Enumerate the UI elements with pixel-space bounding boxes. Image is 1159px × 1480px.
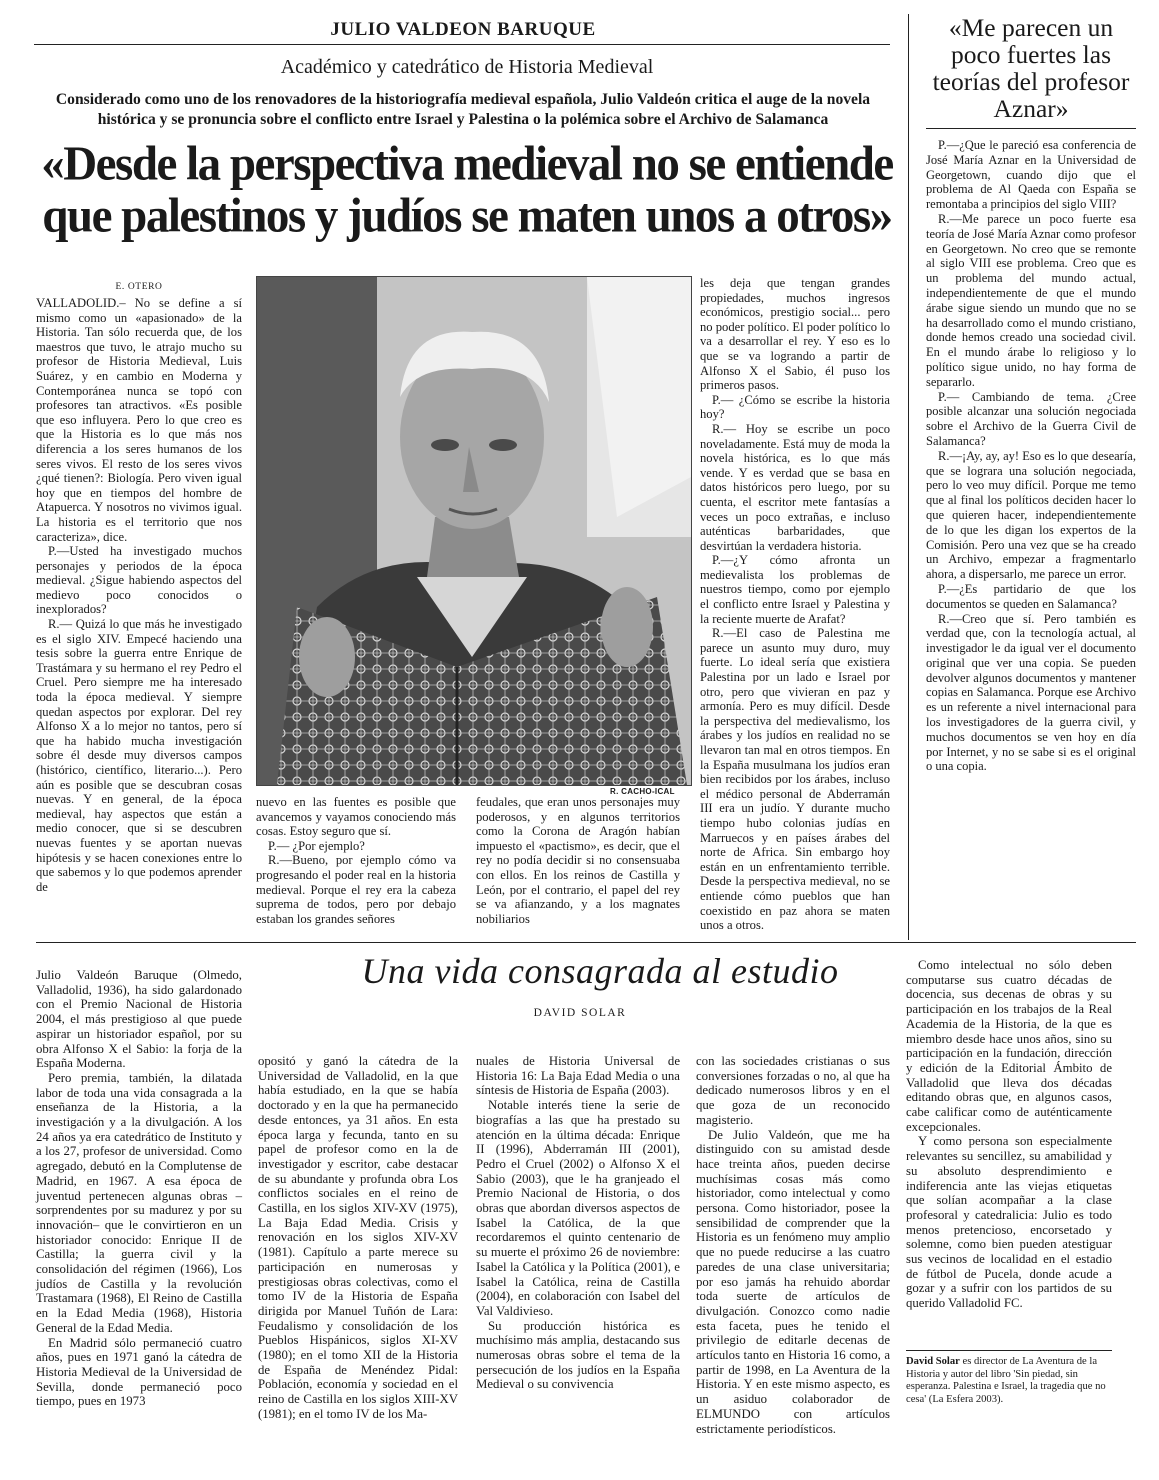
photo-credit: R. CACHO-ICAL — [610, 787, 675, 796]
section-divider — [36, 942, 1136, 943]
interview-paragraph: R.—Bueno, por ejemplo cómo va progresando el poder real en la historia medieval. Porque el rey era la cabeza suprema de todos, pero por debajo estaban los grandes señores — [256, 853, 456, 926]
portrait-photo — [256, 276, 692, 786]
profile-column-4 — [696, 1054, 890, 1436]
profile-paragraph: Su producción histórica es muchísimo más amplia, destacando sus numerosas obras sobre el tema de la persecución de los judíos en la España Medieval o su convivencia — [476, 1318, 680, 1392]
profile-paragraph: opositó y ganó la cátedra de la Universidad de Valladolid, en la que había estudiado, en la que se había doctorado y en la que ha permanecido desde entonces, ya 31 años. En esta época larga y fecunda, tanto en su papel de profesor como en la de investigador y escritor, cabe destacar de su abundante y profunda obra Los conflictos sociales en el reino de Castilla, en los siglos XIV-XV (1975), La Baja Edad Media. Crisis y renovación en los siglos XIV-XV (1981). Capítulo a parte merece su participación en numerosas y prestigiosas obras colectivas, como el tomo IV de la Historia de España dirigida por Manuel Tuñón de Lara: Feudalismo y consolidación de los Pueblos Hispánicos, siglos XI-XV (1980); en el tomo XII de la Historia de España de Menéndez Pidal: Población, economía y sociedad en el reino de Castilla en los siglos XIII-XV (1981); en el tomo IV de los Ma- — [258, 1054, 458, 1421]
author-name: JULIO VALDEON BARUQUE — [330, 19, 596, 40]
interview-paragraph: P.—¿Y cómo afronta un medievalista los problemas de nuestros tiempo, como por ejemplo el conflicto entre Israel y Palestina y la reciente muerte de Arafat? — [700, 553, 890, 626]
profile-column-5 — [906, 958, 1112, 1311]
interview-column-3 — [476, 795, 680, 926]
interview-paragraph: feudales, que eran unos personajes muy poderosos, y en algunos territorios como la Corona de Aragón habían impuesto el «pactismo», es decir, que el rey no podía decidir si no consensuaba con ellos. En los reinos de Castilla y León, por el contrario, el papel del rey se va afianzando, y a los magnates nobiliarios — [476, 795, 680, 926]
interview-paragraph: P.— ¿Por ejemplo? — [268, 838, 365, 853]
page-headline: «Desde la perspectiva medieval no se entiende que palestinos y judíos se maten unos a otros» — [41, 136, 893, 244]
profile-paragraph: Pero premia, también, la dilatada labor de toda una vida consagrada a la enseñanza de la Historia, a la investigación y a la divulgación. A los 24 años ya era catedrático de Instituto y a los 27, profesor de universidad. Como agregado, debutó en la Complutense de Madrid, en 1967. A esa época de juventud pertenecen algunas obras –sorprendentes por su madurez y por su innovación– que le convirtieron en un historiador conocido: Enrique II de Castilla; la guerra civil y la consolidación del régimen (1966), Los judíos de Castilla y la revolución Trastamara (1968), El Reino de Castilla en la Edad Media (1968), Historia General de la Edad Media. — [36, 1070, 242, 1335]
sidebar-rule — [926, 128, 1136, 129]
lead-paragraph: Considerado como uno de los renovadores de la historiografía medieval española, Julio Valdeón critica el auge de la novela histórica y se pronuncia sobre el conflicto entre Israel y Palestina o la polémica sobre el Archivo de Salamanca — [55, 91, 871, 128]
profile-paragraph: En Madrid sólo permaneció cuatro años, pues en 1971 ganó la cátedra de Historia Medieval de la Universidad de Sevilla, donde permaneció poco tiempo, pues en 1973 — [36, 1335, 242, 1409]
profile-paragraph: nuales de Historia Universal de Historia 16: La Baja Edad Media o una síntesis de Historia de España (2003). — [476, 1054, 680, 1098]
interview-paragraph: R.—El caso de Palestina me parece un asunto muy duro, muy fuerte. Lo ideal sería que existiera Palestina por un lado e Israel por otro, pero que vivieran en paz y armonía. Pero es muy difícil. Desde la perspectiva del medievalismo, los árabes y los judíos en realidad no se llevaron tan mal en otros tiempos. En la España musulmana los judíos eran bien recibidos por los árabes, incluso el médico personal de Abderramán III era un judío. Y durante mucho tiempo hubo colonias judías en Marruecos y en países árabes del norte de Africa. Sin embargo hoy están en un enfrentamiento terrible. Desde la perspectiva medieval, no se entiende cómo pueblos que han coexistido en paz ahora se maten unos a otros. — [700, 626, 890, 933]
interview-byline: E. OTERO — [115, 282, 163, 292]
profile-title: Una vida consagrada al estudio — [361, 951, 839, 991]
interview-paragraph: P.— ¿Cómo se escribe la historia hoy? — [700, 392, 890, 422]
author-role: Académico y catedrático de Historia Medieval — [280, 56, 654, 78]
profile-paragraph: Notable interés tiene la serie de biografías a las que ha prestado su atención en la última década: Enrique II (1996), Abderramán III (2001), Pedro el Cruel (2002) o Alfonso X el Sabio (2003), que le ha granjeado el Premio Nacional de Historia, o dos obras que abordan diversos aspectos de Isabel la Católica, de la que recordaremos el quinto centenario de su muerte el próximo 26 de noviembre: Isabel la Católica y la Política (2001), e Isabel la Católica, reina de Castilla (2004), en colaboración con Isabel del Val Valdivieso. — [476, 1098, 680, 1318]
profile-column-3 — [476, 1054, 680, 1392]
column-divider-vertical — [908, 14, 909, 940]
interview-paragraph: nuevo en las fuentes es posible que avancemos y vayamos conociendo más cosas. Estoy seguro que sí. — [256, 795, 456, 839]
bio-rule — [906, 1350, 1112, 1351]
interview-column-4 — [700, 276, 890, 933]
top-rule — [34, 44, 890, 45]
sidebar-paragraph: R.—¡Ay, ay, ay! Eso es lo que desearía, que se lograra una solución negociada, pero lo veo muy difícil. Porque me temo que al final los políticos deciden hacer lo que quieren hacer, independientemente de lo que les digan los expertos de la Comisión. Pero una vez que se ha creado un Archivo, empezar a fragmentarlo ahora, a dispersarlo, me parece un error. — [926, 448, 1136, 582]
interview-paragraph: P.—Usted ha investigado muchos personajes y periodos de la época medieval. ¿Sigue habiendo aspectos del medievo poco conocidos o inexplorados? — [36, 544, 242, 617]
sidebar-paragraph: R.—Creo que sí. Pero también es verdad que, con la tecnología actual, al investigador le da igual ver el documento original que ver una copia. Se pueden devolver algunos documentos y mantener copias en Salamanca. Porque ese Archivo es un referente a nivel internacional para los investigadores de la guerra civil, y muchos documentos se ven hoy en día por Internet, y no se sabe si es el original o una copia. — [926, 611, 1136, 774]
interview-paragraph: R.— Hoy se escribe un poco noveladamente. Está muy de moda la novela histórica, es lo que más vende. Y es verdad que se basa en datos históricos pero luego, por su cuenta, el escritor mete fantasías a veces un poco extrañas, e incluso auténticas barbaridades, que desvirtúan la verdadera historia. — [700, 421, 890, 553]
interview-paragraph: VALLADOLID.– No se define a sí mismo como un «apasionado» de la Historia. Tan sólo recuerda que, de los maestros que tuvo, le atrajo mucho su profesor de Historia Medieval, Luis Suárez, y en cambio en Moderna y Contemporánea nunca se topó con profesores tan atractivos. «Es posible que eso influyera. Pero lo que creo es que la Historia es lo que más nos diferencia a los seres humanos de los seres vivos. El resto de los seres vivos ¿qué tienen?: Biología. Pero viven igual hoy que en tiempos del hombre de Atapuerca. Y nosotros no vivimos igual. La historia es el territorio que nos caracteriza», dice. — [36, 296, 242, 544]
interview-paragraph: R.— Quizá lo que más he investigado es el siglo XIV. Empecé haciendo una tesis sobre la guerra entre Enrique de Trastámara y su hermano el rey Pedro el Cruel. Pero siempre me ha interesado toda la época medieval. Y siempre quedan aspectos por explorar. Del rey Alfonso X a lo mejor no tantos, pero sí que ha habido mucha investigación sobre él desde muy diversos campos (histórico, científico, literario...). Pero aún es posible que se descubran cosas nuevas. Y en general, de la época medieval, hay aspectos que están a medio conocer, que si se descubren nuevas fuentes y se aportan nuevas hipótesis y se hacen conexiones entre lo que sabemos y lo que podemos aprender de — [36, 617, 242, 894]
profile-paragraph: Julio Valdeón Baruque (Olmedo, Valladolid, 1936), ha sido galardonado con el Premio Nacional de Historia 2004, el más prestigioso al que puede aspirar un historiador español, por su obra Alfonso X el Sabio: la forja de la España Moderna. — [36, 968, 242, 1071]
interview-column-2 — [256, 795, 456, 926]
bio-text: es director de La Aventura de la Historia y autor del libro 'Sin piedad, sin esperanza. Palestina e Israel, la tragedia que no cesa' (La Esfera 2003). — [906, 1356, 1106, 1405]
sidebar-title: «Me parecen un poco fuertes las teorías del profesor Aznar» — [932, 13, 1130, 123]
author-bio — [906, 1356, 1112, 1406]
profile-paragraph: De Julio Valdeón, que me ha distinguido con su amistad desde hace treinta años, pueden decirse muchísimas cosas más como historiador, como intelectual y como persona. Como historiador, posee la sensibilidad de comprender que la Historia es un fenómeno muy amplio que no puede reducirse a las cuatro paredes de una clase universitaria; por eso jamás ha rehuido abordar toda suerte de artículos de divulgación. Conozco como nadie esta faceta, pues he tenido el privilegio de editarle decenas de artículos tanto en Historia 16 como, a partir de 1998, en La Aventura de la Historia. Y en este mismo aspecto, es un asiduo colaborador de ELMUNDO con artículos estrictamente periodísticos. — [696, 1127, 890, 1436]
sidebar-paragraph: P.— Cambiando de tema. ¿Cree posible alcanzar una solución negociada sobre el Archivo de la Guerra Civil de Salamanca? — [926, 389, 1136, 448]
sidebar-paragraph: P.—¿Que le pareció esa conferencia de José María Aznar en la Universidad de Georgetown, cuando dijo que el problema de Al Qaeda con España se remontaba a principios del siglo VIII? — [926, 138, 1136, 212]
profile-byline: DAVID SOLAR — [533, 1007, 627, 1019]
bio-name: David Solar — [906, 1356, 960, 1367]
interview-paragraph: les deja que tengan grandes propiedades, muchos ingresos económicos, prestigio social... pero no poder político. El poder político lo va a desarrollar el rey. Y eso es lo que se va logrando a partir de Alfonso X el Sabio, él puso los primeros pasos. — [700, 276, 890, 393]
profile-paragraph: con las sociedades cristianas o sus conversiones forzadas o no, al que ha dedicado numerosos libros y en el que goza de un reconocido magisterio. — [696, 1054, 890, 1127]
profile-column-2 — [258, 1054, 458, 1422]
sidebar-paragraph: P.—¿Es partidario de que los documentos se queden en Salamanca? — [926, 581, 1136, 611]
sidebar-paragraph: R.—Me parece un poco fuerte esa teoría de José María Aznar como profesor en Georgetown. No creo que se remonte al siglo VIII ese problema. Creo que es un problema del mundo actual, independientemente de que el mundo árabe sigue siendo un mundo que no se ha desarrollado como el mundo cristiano, donde hemos creado una sociedad civil. En el mundo árabe lo religioso y lo político sigue unido, no hay forma de separarlo. — [926, 211, 1136, 389]
sidebar-column — [926, 138, 1136, 774]
profile-paragraph: Y como persona son especialmente relevantes su sencillez, su amabilidad y su absoluto desprendimiento e indiferencia ante las viejas etiquetas que solían acompañar a la clase profesoral y catedralicia: Julio es todo menos pretencioso, encorsetado y solemne, como bien pueden atestiguar sus vecinos de localidad en el estadio de fútbol de Pucela, donde acude a gozar y a sufrir con los partidos de su querido Valladolid FC. — [906, 1134, 1112, 1311]
interview-column-1 — [36, 296, 242, 894]
profile-column-1 — [36, 968, 242, 1409]
profile-paragraph: Como intelectual no sólo deben computarse sus cuatro décadas de docencia, sus decenas de obras y su participación en los trabajos de la Real Academia de la Historia, de la que es miembro desde hace unos años, sino su participación en la fundación, dirección y edición de la Editorial Ámbito de Valladolid que lleva dos décadas editando obras que, en algunos casos, cabe calificar como de auténticamente excepcionales. — [906, 958, 1112, 1134]
portrait-illustration — [257, 277, 691, 785]
